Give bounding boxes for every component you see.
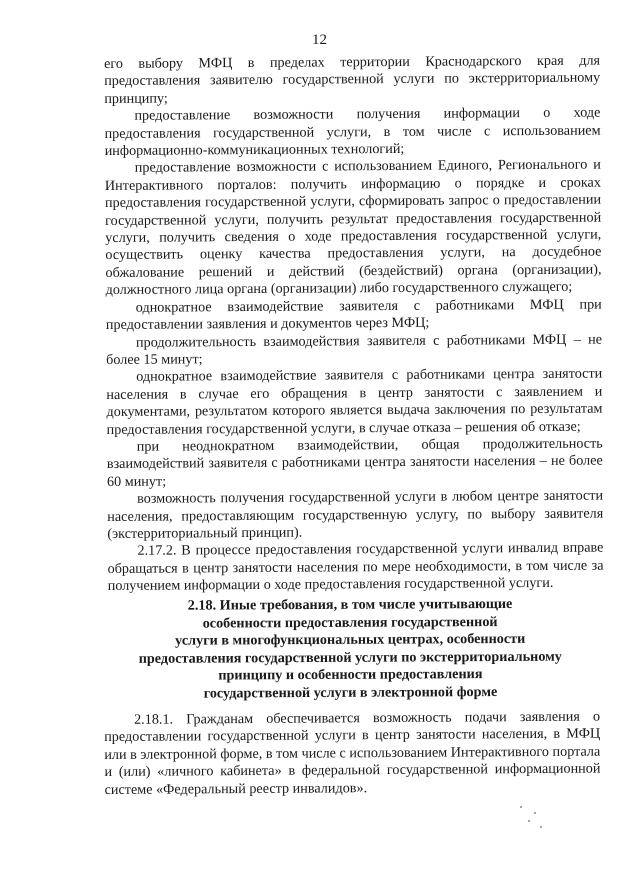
heading-line: особенности предоставления государственной [202, 613, 498, 632]
paragraph: однократное взаимодействие заявителя с работниками центра занятости населения в случае его обращения в центр занятости с заявлением и документами, результатом которого является выдача заключения по результатам предоставления государственной услуги, в случае отказа – решения об отказе; [106, 365, 603, 438]
scan-speck [528, 820, 530, 822]
final-text [104, 709, 601, 799]
paragraph: его выбору МФЦ в пределах территории Краснодарского края для предоставления заявителю государственной услуги по экстерриториальному принципу; [104, 52, 601, 107]
paragraph: продолжительность взаимодействия заявителя с работниками МФЦ – не более 15 минут; [106, 331, 603, 368]
paragraph: однократное взаимодействие заявителя с работниками МФЦ при предоставлении заявления и документов через МФЦ; [105, 296, 602, 334]
page-number: 12 [312, 32, 327, 48]
paragraph: при неоднократном взаимодействии, общая продолжительность взаимодействий заявителя с работниками центра занятости населения – не более 60 минут; [106, 435, 603, 490]
heading-line: государственной услуги в электронной форме [203, 683, 498, 702]
scan-speck [520, 806, 522, 808]
paragraph: 2.18.1. Гражданам обеспечивается возможность подачи заявления о предоставлении государственной услуги в центр занятости населения, в МФЦ или в электронной форме, в том числе с использованием Интерактивного портала и (или) «личного кабинета» в федеральной государственной информационной системе «Федеральный реестр инвалидов». [104, 708, 601, 798]
heading-line: 2.18. Иные требования, в том числе учитывающие [187, 595, 513, 614]
section-heading [120, 596, 581, 704]
paragraph: 2.17.2. В процессе предоставления государственной услуги инвалид вправе обращаться в центр занятости населения по мере необходимости, в том числе за получением информации о ходе предоставления государственной услуги. [107, 539, 604, 595]
paragraph: возможность получения государственной услуги в любом центре занятости населения, предоставляющим государственную услугу, по выбору заявителя (экстерриториальный принцип). [107, 487, 604, 542]
scan-speck [540, 826, 542, 828]
scan-speck [534, 812, 536, 814]
heading-line: предоставления государственной услуги по экстерриториальному [138, 648, 562, 667]
paragraph: предоставление возможности получения информации о ходе предоставления государственной услуги, в том числе с использованием информационно-коммуникационных технологий; [104, 104, 601, 160]
heading-line: услуги в многофункциональных центрах, особенности [175, 631, 526, 649]
body-text [104, 53, 604, 596]
paragraph: предоставление возможности с использованием Единого, Регионального и Интерактивного порталов: получить информацию о порядке и сроках предоставления государственной услуги, сформировать запрос о предоставлении государственной услуги, получить результат предоставления государственной услуги, получить сведения о ходе предоставления государственной услуги, осуществить оценку качества предоставления услуги, на досудебное обжалование решений и действий (бездействий) органа (организации), должностного лица органа (организации) либо государственного служащего; [104, 156, 602, 299]
heading-line: принципу и особенности предоставления [218, 666, 483, 684]
